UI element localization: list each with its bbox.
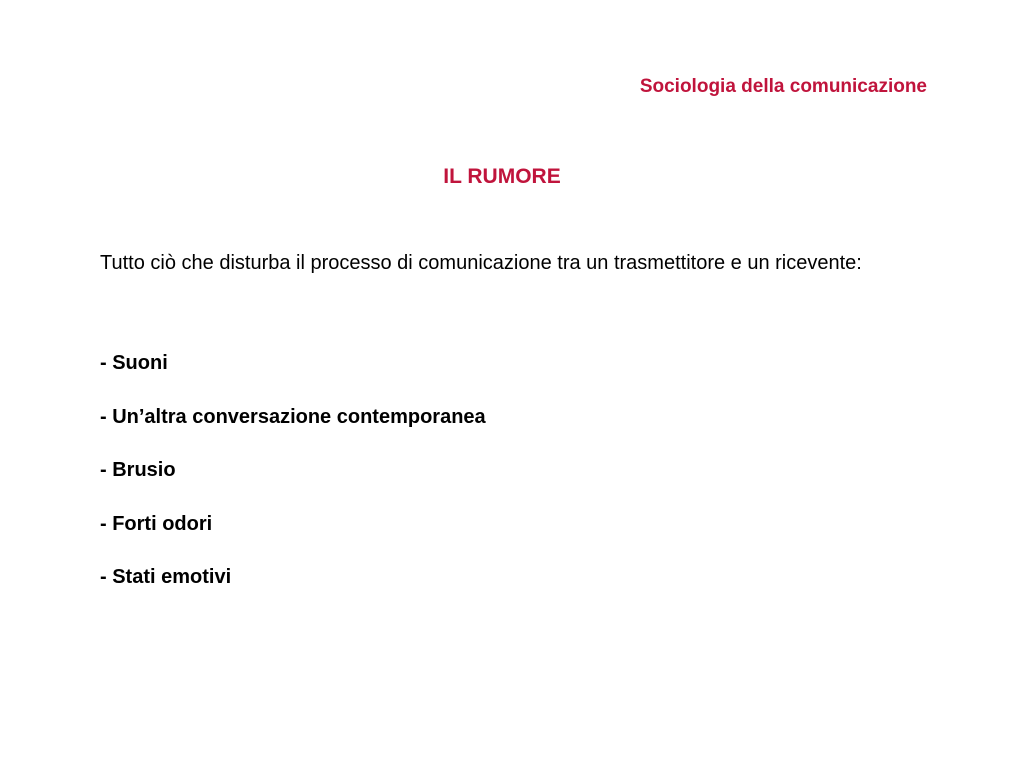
slide-title: IL RUMORE [443,165,561,188]
bullet-item-suoni: - Suoni [100,352,168,374]
bullet-list [100,345,930,613]
bullet-item-odori: - Forti odori [100,512,213,535]
intro-paragraph: Tutto ciò che disturba il processo di comunicazione tra un trasmettitore e un ricevente: [100,252,862,274]
bullet-item-stati-emotivi: - Stati emotivi [100,566,232,588]
bullet-item-brusio: - Brusio [100,459,176,481]
bullet-item-conversazione: - Un’altra conversazione contemporanea [100,405,486,428]
course-header: Sociologia della comunicazione [639,76,927,97]
